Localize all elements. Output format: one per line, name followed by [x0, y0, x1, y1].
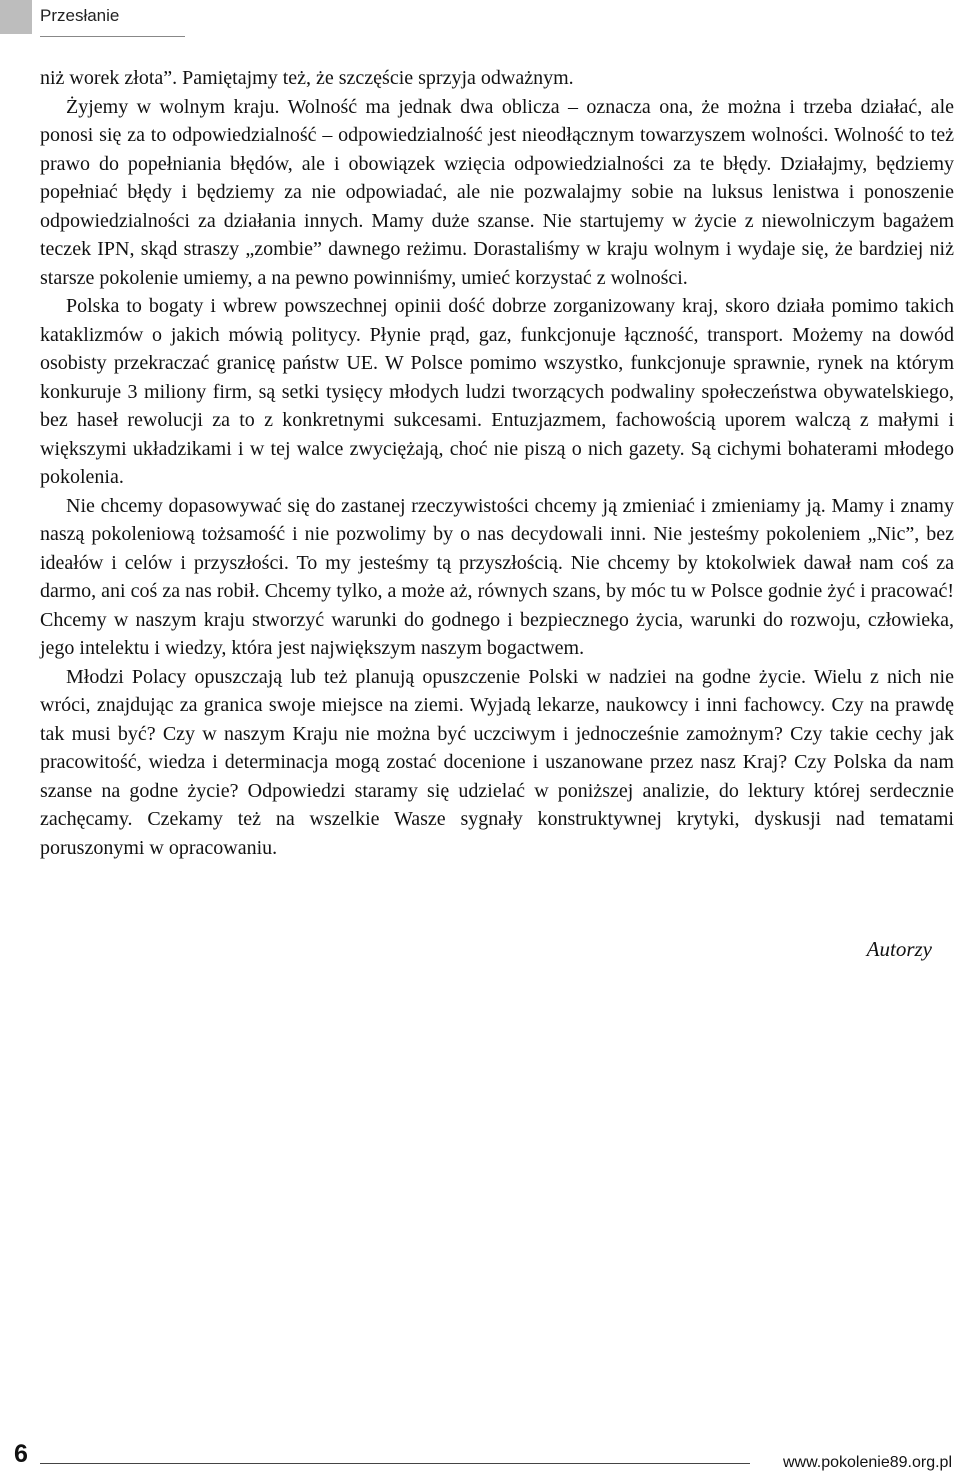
section-title: Przesłanie [40, 6, 120, 25]
paragraph: niż worek złota”. Pamiętajmy też, że szczęście sprzyja odważnym. [40, 67, 574, 89]
footer-divider [40, 1463, 750, 1464]
paragraph: Młodzi Polacy opuszczają lub też planują opuszczenie Polski w nadziei na godne życie. Wielu z nich nie wróci, znajdując za granica swoje miejsce na ziemi. Wyjadą lekarze, naukowcy i inni fachowcy. Czy na prawdę tak musi być? Czy w naszym Kraju nie można być uczciwym i jednocześnie zamożnym? Czy takie cechy jak pracowitość, wiedza i determinacja mogą zostać docenione i uszanowane przez nasz Kraj? Czy Polska da nam szanse na godne życie? Odpowiedzi staramy się udzielać w poniższej analizie, do lektury której serdecznie zachęcamy. Czekamy też na wszelkie Wasze sygnały konstruktywnej krytyki, dyskusji nad tematami poruszonymi w opracowaniu. [40, 665, 954, 859]
page-number: 6 [14, 1440, 28, 1468]
header-divider [40, 36, 185, 37]
article-body [40, 64, 954, 862]
footer-url: www.pokolenie89.org.pl [783, 1454, 952, 1471]
paragraph: Polska to bogaty i wbrew powszechnej opinii dość dobrze zorganizowany kraj, skoro działa pomimo takich kataklizmów o jakich mówią politycy. Płynie prąd, gaz, funkcjonuje łączność, transport. Możemy na dowód osobisty przekraczać granicę państw UE. W Polsce pomimo wszystko, funkcjonuje sprawnie, rynek na którym konkuruje 3 miliony firm, są setki tysięcy młodych ludzi tworzących podwaliny społeczeństwa obywatelskiego, bez haseł rewolucji za to z konkretnymi sukcesami. Entuzjazmem, fachowością uporem walczą z małymi i większymi układzikami i w tej walce zwyciężają, choć nie piszą o nich gazety. Są cichymi bohaterami młodego pokolenia. [40, 295, 954, 488]
paragraph: Żyjemy w wolnym kraju. Wolność ma jednak dwa oblicza – oznacza ona, że można i trzeba działać, ale ponosi się za to odpowiedzialność – odpowiedzialność jest nieodłącznym towarzyszem wolności. Wolność to też prawo do popełniania błędów, ale i obowiązek wzięcia odpowiedzialności za te błędy. Działajmy, będziemy popełniać błędy i będziemy za nie odpowiadać, ale nie pozwalajmy sobie na luksus lenistwa i ponoszenie odpowiedzialności za działania innych. Mamy duże szanse. Nie startujemy w życie z niewolniczym bagażem teczek IPN, skąd straszy „zombie” dawnego reżimu. Dorastaliśmy w kraju wolnym i wydaje się, że bardziej niż starsze pokolenie umiemy, a na pewno powinniśmy, umieć korzystać z wolności. [40, 95, 954, 289]
paragraph: Nie chcemy dopasowywać się do zastanej rzeczywistości chcemy ją zmieniać i zmieniamy ją. Mamy i znamy naszą pokoleniową tożsamość i nie pozwolimy by o nas decydowali inni. Nie jesteśmy pokoleniem „Nic”, bez ideałów i celów i przyszłości. To my jesteśmy tą przyszłością. Nie chcemy by ktokolwiek dawał nam coś za darmo, ani coś za nas robił. Chcemy tylko, a może aż, równych szans, by móc tu w Polsce godnie żyć i pracować! Chcemy w naszym kraju stworzyć warunki do godnego i bezpiecznego życia, warunki do rozwoju, człowieka, jego intelektu i wiedzy, która jest największym naszym bogactwem. [40, 494, 954, 659]
signature: Autorzy [866, 937, 932, 961]
header-marker [0, 0, 32, 34]
